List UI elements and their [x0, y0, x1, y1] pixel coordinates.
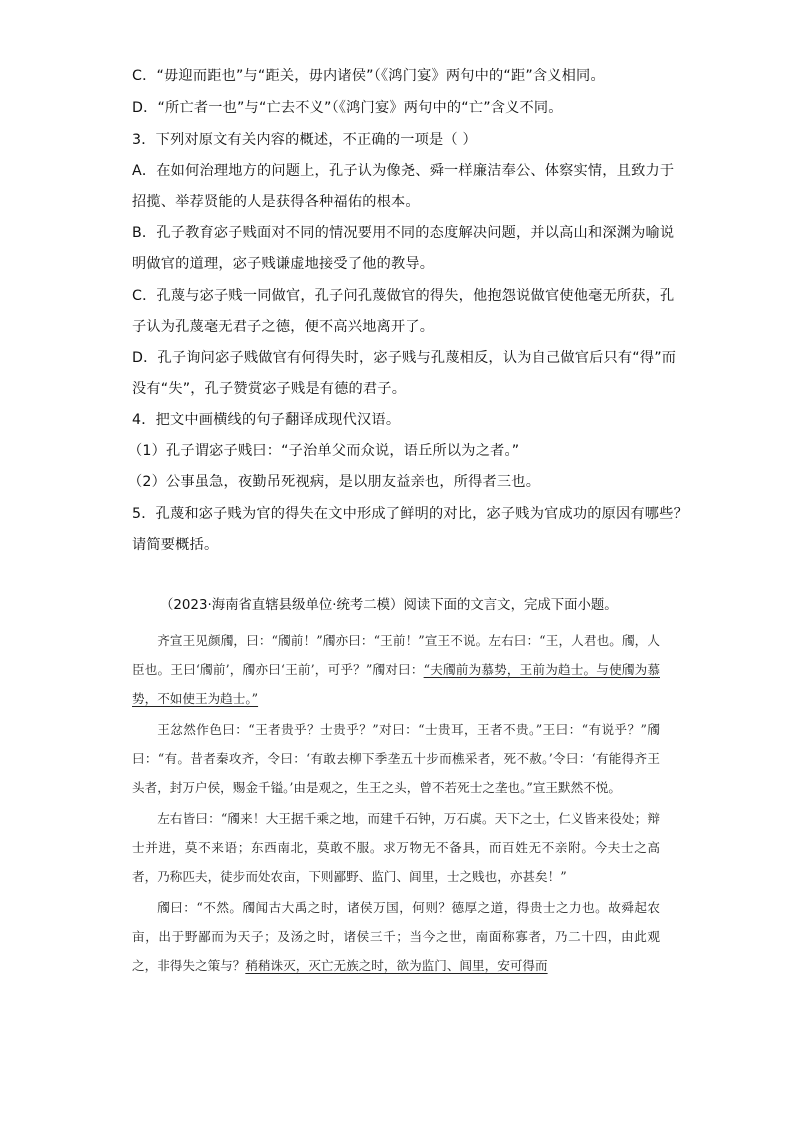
question-5-stem-line2: 请简要概括。	[132, 537, 219, 553]
passage-intro: （2023·海南省直辖县级单位·统考二模）阅读下面的文言文，完成下面小题。	[160, 598, 618, 613]
question-3-option-b-line2: 明做官的道理，宓子贱谦虚地接受了他的教导。	[132, 256, 435, 272]
passage-paragraph-1-text: 齐宣王见颜斶，曰：“斶前！”斶亦曰：“王前！”宣王不说。左右曰：“王，人君也。斶，人臣也。王曰‘斶前’，斶亦曰‘王前’，可乎？”斶对曰：	[132, 633, 660, 677]
question-3-option-a-line2: 招揽、举荐贤能的人是获得各种福佑的根本。	[132, 194, 420, 210]
question-3-option-d-line1: D．孔子询问宓子贱做官有何得失时，宓子贱与孔蔑相反，认为自己做官后只有“得”而	[132, 350, 677, 366]
question-3-stem: 3．下列对原文有关内容的概述，不正确的一项是（ ）	[132, 132, 477, 148]
underlined-sentence-1: “夫斶前为慕势，王前为趋士。与使斶为慕势，不如使王为趋士。”	[132, 662, 660, 706]
question-3-option-a-line1: A．在如何治理地方的问题上，孔子认为像尧、舜一样廉洁奉公、体察实情，且致力于	[132, 163, 675, 179]
question-3-option-b-line1: B．孔子教育宓子贱面对不同的情况要用不同的态度解决问题，并以高山和深渊为喻说	[132, 225, 675, 241]
question-3-option-c-line1: C．孔蔑与宓子贱一同做官，孔子问孔蔑做官的得失，他抱怨说做官使他毫无所获，孔	[132, 288, 675, 304]
question-4-item-2: （2）公事虽急，夜勤吊死视病，是以朋友益亲也，所得者三也。	[128, 474, 541, 490]
question-2-option-c: C．“毋迎而距也”与“距关，毋内诸侯”（《鸿门宴》两句中的“距”含义相同。	[132, 68, 605, 84]
passage-paragraph-3: 左右皆曰：“斶来！大王据千乘之地，而建千石钟，万石虡。天下之士，仁义皆来役处；辩士并进，莫不来语；东西南北，莫敢不服。求万物无不备具，而百姓无不亲附。今夫士之高者，乃称匹夫，徒步而处农亩，下则鄙野、监门、闾里，士之贱也，亦甚矣！”	[132, 811, 660, 884]
question-4-item-1: （1）孔子谓宓子贱曰：“子治单父而众说，语丘所以为之者。”	[128, 443, 520, 459]
question-3-option-c-line2: 子认为孔蔑毫无君子之德，便不高兴地离开了。	[132, 319, 435, 335]
passage-paragraph-2: 王忿然作色曰：“王者贵乎？士贵乎？”对曰：“士贵耳，王者不贵。”王曰：“有说乎？”斶曰：“有。昔者秦攻齐，令曰：‘有敢去柳下季垄五十步而樵采者，死不赦。’令曰：‘有能得齐王头者，封万户侯，赐金千镒。’由是观之，生王之头，曾不若死士之垄也。”宣王默然不悦。	[132, 722, 660, 795]
question-4-stem: 4．把文中画横线的句子翻译成现代汉语。	[132, 412, 401, 428]
question-2-option-d: D．“所亡者一也”与“亡去不义”（《鸿门宴》两句中的“亡”含义不同。	[132, 100, 563, 116]
question-3-option-d-line2: 没有“失”，孔子赞赏宓子贱是有德的君子。	[132, 381, 407, 397]
passage-paragraph-1	[132, 626, 660, 713]
passage-paragraph-4	[132, 893, 660, 980]
passage-paragraph-4-text: 斶曰：“不然。斶闻古大禹之时，诸侯万国，何则？德厚之道，得贵士之力也。故舜起农亩，出于野鄙而为天子；及汤之时，诸侯三千；当今之世，南面称寡者，乃二十四，由此观之，非得失之策与？	[132, 900, 660, 973]
underlined-sentence-2: 稍稍诛灭，灭亡无族之时，欲为监门、闾里，安可得而	[245, 958, 548, 973]
classical-chinese-passage	[132, 626, 660, 982]
question-5-stem-line1: 5．孔蔑和宓子贱为官的得失在文中形成了鲜明的对比，宓子贱为官成功的原因有哪些？	[132, 506, 688, 522]
